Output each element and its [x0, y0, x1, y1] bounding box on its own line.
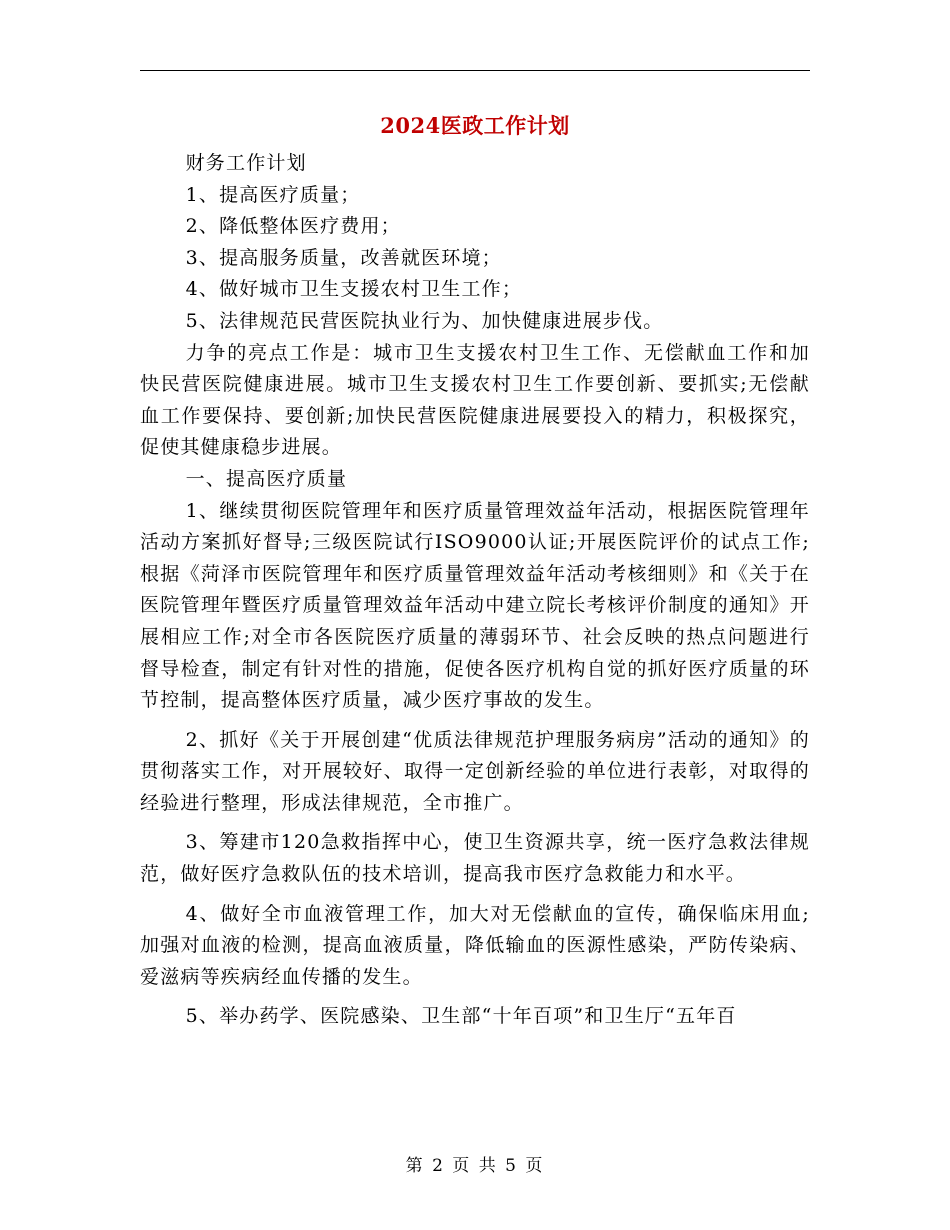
document-title: 2024医政工作计划 [380, 113, 570, 138]
paragraph: 1、继续贯彻医院管理年和医疗质量管理效益年活动，根据医院管理年活动方案抓好督导;三级医院试行ISO9000认证;开展医院评价的试点工作;根据《菏泽市医院管理年和医疗质量管理效益年活动考核细则》和《关于在医院管理年暨医疗质量管理效益年活动中建立院长考核评价制度的通知》开展相应工作;对全市各医院医疗质量的薄弱环节、社会反映的热点问题进行督导检查，制定有针对性的措施，促使各医疗机构自觉的抓好医疗质量的环节控制，提高整体医疗质量，减少医疗事故的发生。 [140, 499, 810, 712]
header-rule [140, 70, 810, 71]
paragraph: 3、筹建市120急救指挥中心，使卫生资源共享，统一医疗急救法律规范，做好医疗急救队伍的技术培训，提高我市医疗急救能力和水平。 [140, 831, 810, 886]
paragraph: 2、抓好《关于开展创建“优质法律规范护理服务病房”活动的通知》的贯彻落实工作，对开展较好、取得一定创新经验的单位进行表彰，对取得的经验进行整理，形成法律规范，全市推广。 [140, 728, 810, 814]
paragraph: 5、举办药学、医院感染、卫生部“十年百项”和卫生厅“五年百 [185, 1005, 737, 1028]
document-body [140, 148, 810, 1033]
paragraph: 1、提高医疗质量； [185, 183, 361, 206]
page-footer: 第 2 页 共 5 页 [405, 1156, 545, 1176]
paragraph: 3、提高服务质量，改善就医环境； [185, 246, 502, 269]
paragraph: 力争的亮点工作是：城市卫生支援农村卫生工作、无偿献血工作和加快民营医院健康进展。城市卫生支援农村卫生工作要创新、要抓实;无偿献血工作要保持、要创新;加快民营医院健康进展要投入的精力，积极探究，促使其健康稳步进展。 [140, 341, 810, 459]
paragraph: 一、提高医疗质量 [185, 467, 348, 490]
paragraph: 5、法律规范民营医院执业行为、加快健康进展步伐。 [185, 309, 664, 332]
paragraph: 财务工作计划 [185, 152, 307, 174]
paragraph: 4、做好城市卫生支援农村卫生工作； [185, 278, 523, 301]
paragraph: 4、做好全市血液管理工作，加大对无偿献血的宣传，确保临床用血;加强对血液的检测，提高血液质量，降低输血的医源性感染，严防传染病、爱滋病等疾病经血传播的发生。 [140, 902, 810, 988]
paragraph: 2、降低整体医疗费用； [185, 215, 401, 238]
